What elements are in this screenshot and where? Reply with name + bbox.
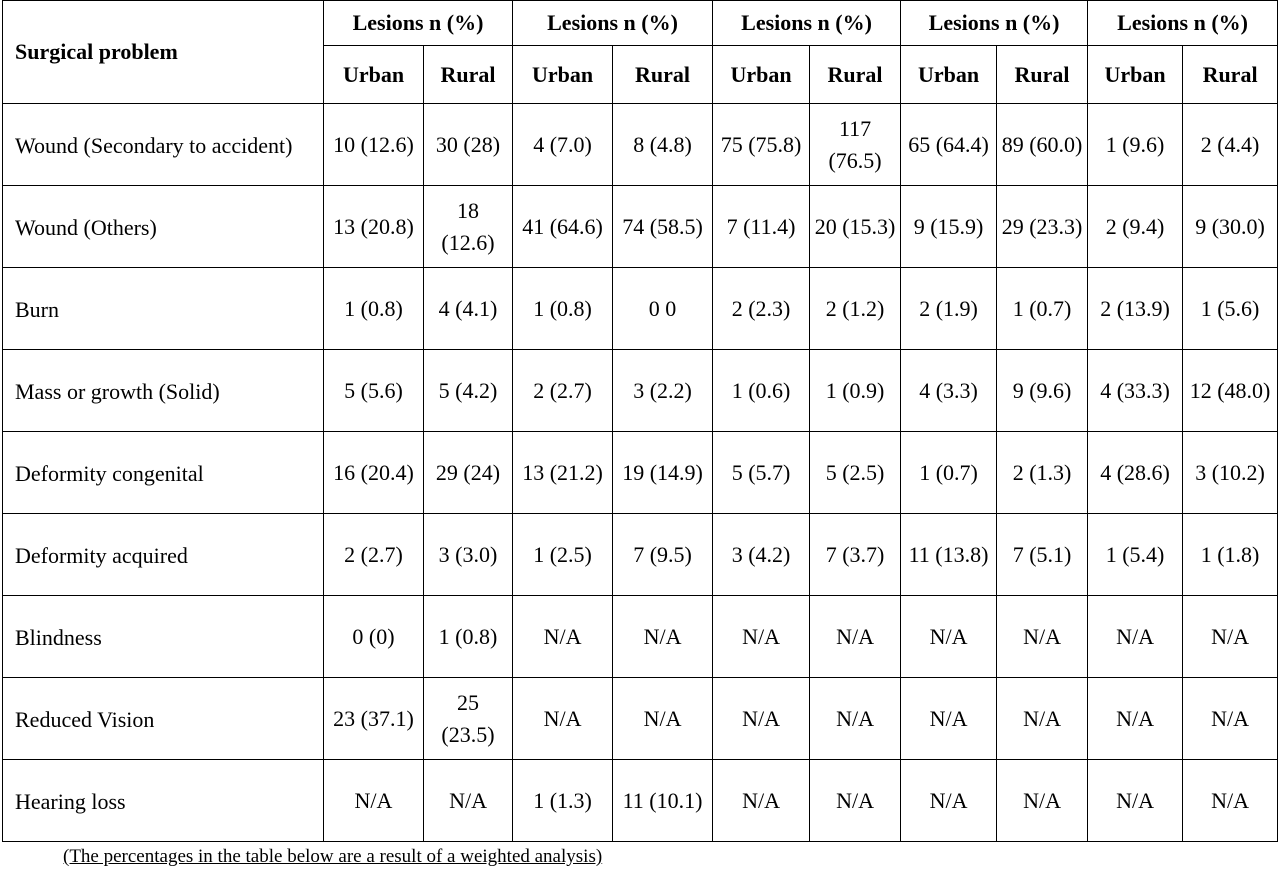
row-label: Blindness	[3, 596, 324, 678]
table-cell: N/A	[901, 596, 997, 678]
table-cell: N/A	[997, 678, 1088, 760]
table-cell: 1 (0.8)	[424, 596, 513, 678]
table-cell: 7 (3.7)	[810, 514, 901, 596]
table-cell: N/A	[613, 678, 713, 760]
table-cell: 3 (3.0)	[424, 514, 513, 596]
table-cell: 12 (48.0)	[1183, 350, 1278, 432]
row-label: Wound (Others)	[3, 186, 324, 268]
table-cell: 29 (23.3)	[997, 186, 1088, 268]
table-cell: 1 (5.6)	[1183, 268, 1278, 350]
table-cell: 5 (2.5)	[810, 432, 901, 514]
row-label: Wound (Secondary to accident)	[3, 104, 324, 186]
table-cell: 23 (37.1)	[324, 678, 424, 760]
table-cell: N/A	[901, 678, 997, 760]
table-row	[3, 678, 1278, 760]
group-header: Lesions n (%)	[324, 1, 513, 46]
table-cell: 41 (64.6)	[513, 186, 613, 268]
table-cell: 1 (0.6)	[713, 350, 810, 432]
table-cell: 8 (4.8)	[613, 104, 713, 186]
table-cell: N/A	[901, 760, 997, 842]
table-cell: 20 (15.3)	[810, 186, 901, 268]
sub-header-urban: Urban	[324, 46, 424, 104]
table-cell: 30 (28)	[424, 104, 513, 186]
table-cell: 4 (33.3)	[1088, 350, 1183, 432]
table-cell: 5 (5.6)	[324, 350, 424, 432]
table-row	[3, 104, 1278, 186]
surgical-problem-header: Surgical problem	[3, 1, 324, 104]
table-cell: N/A	[997, 760, 1088, 842]
row-label: Mass or growth (Solid)	[3, 350, 324, 432]
table-cell: 13 (21.2)	[513, 432, 613, 514]
table-cell: N/A	[1088, 678, 1183, 760]
table-cell: 25 (23.5)	[424, 678, 513, 760]
table-cell: N/A	[1088, 596, 1183, 678]
table-cell: 3 (10.2)	[1183, 432, 1278, 514]
table-cell: 0 0	[613, 268, 713, 350]
table-cell: 4 (7.0)	[513, 104, 613, 186]
table-cell: 1 (0.8)	[513, 268, 613, 350]
row-label: Reduced Vision	[3, 678, 324, 760]
sub-header-urban: Urban	[513, 46, 613, 104]
table-cell: 9 (9.6)	[997, 350, 1088, 432]
table-cell: 2 (13.9)	[1088, 268, 1183, 350]
table-footnote: (The percentages in the table below are a result of a weighted analysis)	[63, 846, 603, 867]
row-label: Burn	[3, 268, 324, 350]
table-cell: 3 (4.2)	[713, 514, 810, 596]
sub-header-rural: Rural	[997, 46, 1088, 104]
table-cell: 2 (2.3)	[713, 268, 810, 350]
table-cell: 2 (1.2)	[810, 268, 901, 350]
table-cell: N/A	[810, 678, 901, 760]
sub-header-rural: Rural	[424, 46, 513, 104]
table-cell: 1 (0.7)	[901, 432, 997, 514]
table-cell: 19 (14.9)	[613, 432, 713, 514]
table-cell: 11 (10.1)	[613, 760, 713, 842]
table-cell: 2 (2.7)	[513, 350, 613, 432]
table-cell: 2 (4.4)	[1183, 104, 1278, 186]
group-header: Lesions n (%)	[713, 1, 901, 46]
table-cell: N/A	[997, 596, 1088, 678]
table-cell: N/A	[1183, 678, 1278, 760]
table-cell: 7 (9.5)	[613, 514, 713, 596]
table-cell: N/A	[324, 760, 424, 842]
group-header: Lesions n (%)	[513, 1, 713, 46]
table-cell: N/A	[810, 596, 901, 678]
table-cell: 10 (12.6)	[324, 104, 424, 186]
table-cell: N/A	[513, 596, 613, 678]
table-cell: 1 (0.7)	[997, 268, 1088, 350]
table-cell: N/A	[1088, 760, 1183, 842]
table-cell: 1 (0.8)	[324, 268, 424, 350]
sub-header-urban: Urban	[713, 46, 810, 104]
table-cell: 0 (0)	[324, 596, 424, 678]
table-cell: N/A	[613, 596, 713, 678]
table-cell: 11 (13.8)	[901, 514, 997, 596]
table-cell: 2 (9.4)	[1088, 186, 1183, 268]
table-row	[3, 514, 1278, 596]
group-header: Lesions n (%)	[901, 1, 1088, 46]
table-cell: 9 (30.0)	[1183, 186, 1278, 268]
table-cell: 1 (5.4)	[1088, 514, 1183, 596]
table-cell: N/A	[713, 678, 810, 760]
table-cell: 75 (75.8)	[713, 104, 810, 186]
sub-header-rural: Rural	[810, 46, 901, 104]
table-row	[3, 596, 1278, 678]
row-label: Deformity congenital	[3, 432, 324, 514]
table-cell: 65 (64.4)	[901, 104, 997, 186]
table-cell: N/A	[713, 760, 810, 842]
lesions-table	[2, 0, 1278, 842]
table-cell: 18 (12.6)	[424, 186, 513, 268]
table-cell: N/A	[1183, 596, 1278, 678]
table-cell: N/A	[513, 678, 613, 760]
table-cell: 7 (11.4)	[713, 186, 810, 268]
table-cell: 5 (4.2)	[424, 350, 513, 432]
table-cell: 1 (9.6)	[1088, 104, 1183, 186]
table-cell: 4 (4.1)	[424, 268, 513, 350]
table-cell: 2 (1.9)	[901, 268, 997, 350]
sub-header-rural: Rural	[1183, 46, 1278, 104]
table-cell: N/A	[810, 760, 901, 842]
table-cell: 89 (60.0)	[997, 104, 1088, 186]
table-cell: 117 (76.5)	[810, 104, 901, 186]
group-header: Lesions n (%)	[1088, 1, 1278, 46]
table-cell: 16 (20.4)	[324, 432, 424, 514]
table-cell: N/A	[713, 596, 810, 678]
table-cell: N/A	[1183, 760, 1278, 842]
table-row	[3, 268, 1278, 350]
table-row	[3, 432, 1278, 514]
table-cell: 13 (20.8)	[324, 186, 424, 268]
sub-header-urban: Urban	[1088, 46, 1183, 104]
row-label: Deformity acquired	[3, 514, 324, 596]
table-cell: 3 (2.2)	[613, 350, 713, 432]
sub-header-rural: Rural	[613, 46, 713, 104]
table-cell: 2 (2.7)	[324, 514, 424, 596]
table-cell: 5 (5.7)	[713, 432, 810, 514]
table-cell: 1 (0.9)	[810, 350, 901, 432]
table-cell: 4 (28.6)	[1088, 432, 1183, 514]
table-cell: 1 (1.3)	[513, 760, 613, 842]
table-cell: 7 (5.1)	[997, 514, 1088, 596]
table-cell: 4 (3.3)	[901, 350, 997, 432]
table-cell: N/A	[424, 760, 513, 842]
table-row	[3, 760, 1278, 842]
table-cell: 1 (1.8)	[1183, 514, 1278, 596]
sub-header-urban: Urban	[901, 46, 997, 104]
table-cell: 1 (2.5)	[513, 514, 613, 596]
table-cell: 29 (24)	[424, 432, 513, 514]
table-cell: 9 (15.9)	[901, 186, 997, 268]
table-row	[3, 350, 1278, 432]
table-cell: 2 (1.3)	[997, 432, 1088, 514]
row-label: Hearing loss	[3, 760, 324, 842]
table-cell: 74 (58.5)	[613, 186, 713, 268]
table-row	[3, 186, 1278, 268]
